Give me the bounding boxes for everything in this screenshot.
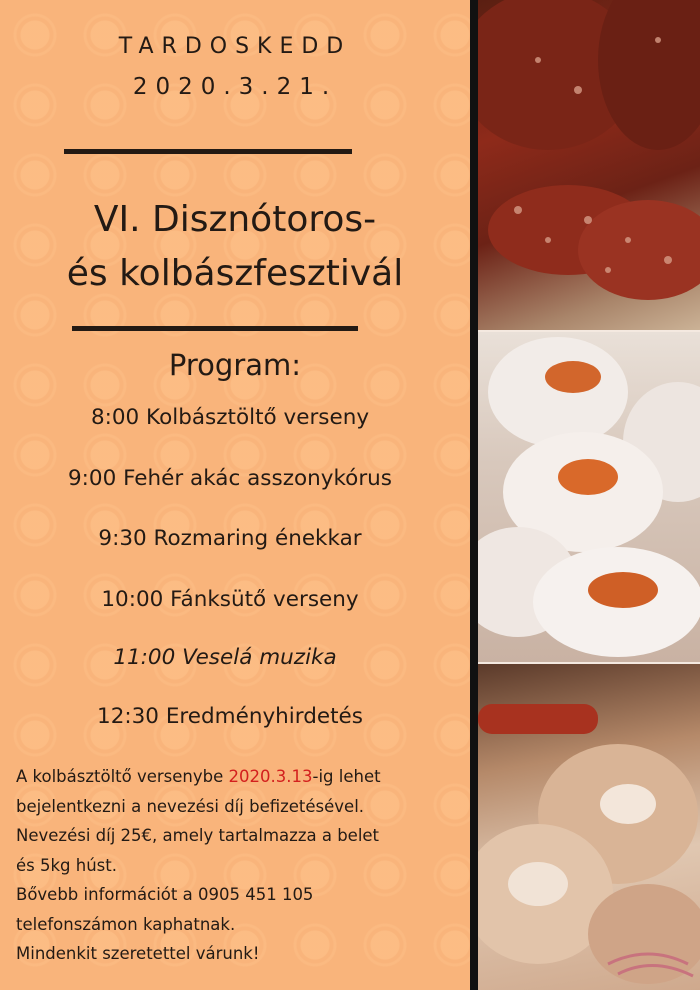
program-heading: Program:	[168, 348, 302, 382]
info-line: Nevezési díj 25€, amely tartalmazza a belet	[16, 826, 380, 845]
program-item: 9:00 Fehér akác asszonykórus	[67, 466, 392, 491]
town-name: TARDOSKEDD	[118, 34, 352, 59]
info-line: és 5kg húst.	[16, 855, 117, 875]
program-item: 9:30 Rozmaring énekkar	[98, 526, 362, 551]
info-line: Bővebb információt a 0905 451 105	[16, 885, 314, 904]
divider-line-top	[64, 149, 352, 154]
info-text	[16, 762, 456, 969]
program-item: 12:30 Eredményhirdetés	[97, 704, 363, 729]
photo-column	[478, 0, 700, 990]
event-title-line2: és kolbászfesztivál	[66, 253, 404, 294]
info-line: telefonszámon kaphatnak.	[16, 914, 236, 934]
info-line: bejelentkezni a nevezési díj befizetésével.	[16, 796, 365, 816]
donut-photo	[478, 332, 700, 662]
info-text-segment: -ig lehet	[312, 767, 381, 786]
info-line: Mindenkit szeretettel várunk!	[16, 944, 260, 963]
sausage-photo	[478, 0, 700, 330]
program-item: 11:00 Veselá muzika	[113, 645, 337, 670]
deadline-date: 2020.3.13	[228, 767, 313, 786]
info-line	[16, 762, 456, 792]
info-text-segment: A kolbásztöltő versenybe	[16, 767, 229, 786]
vertical-divider	[470, 0, 478, 990]
event-date: 2020.3.21.	[132, 74, 338, 100]
program-item: 8:00 Kolbásztöltő verseny	[90, 405, 370, 430]
program-item: 10:00 Fánksütő verseny	[101, 587, 359, 612]
event-title-line1: VI. Disznótoros-	[93, 199, 377, 240]
aspic-photo	[478, 664, 700, 990]
divider-line-bottom	[72, 326, 358, 331]
